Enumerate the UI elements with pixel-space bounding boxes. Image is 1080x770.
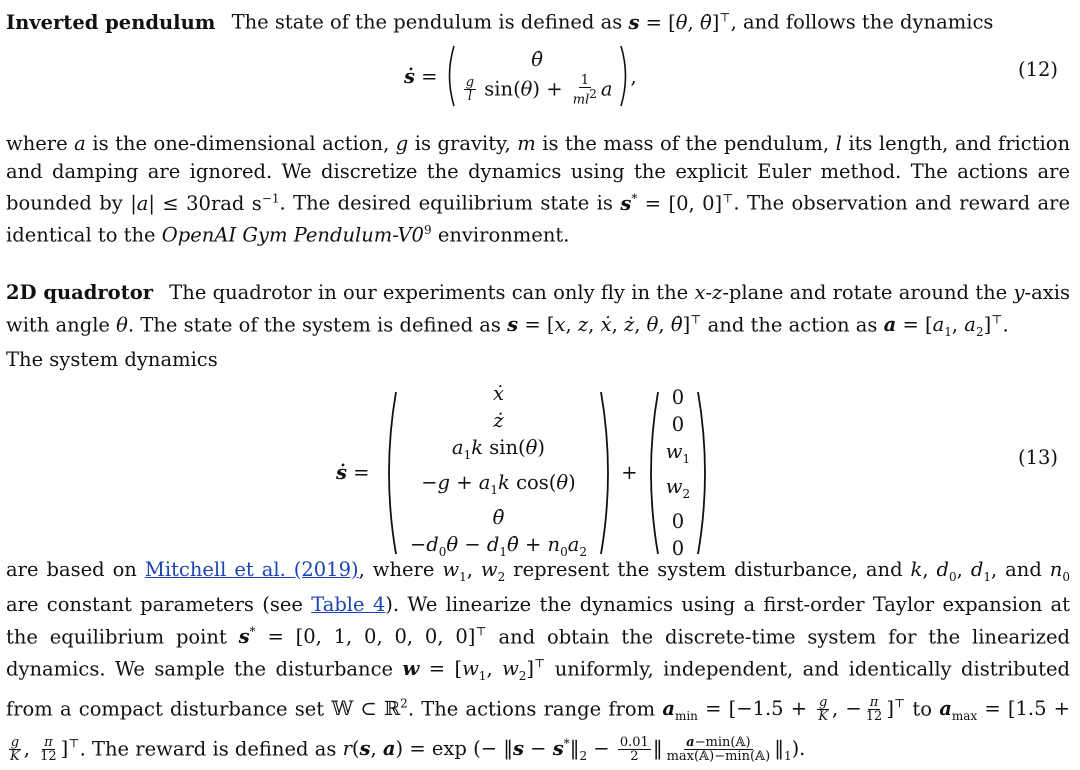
text-span: . [1002, 313, 1009, 336]
equation-12 [6, 40, 1070, 118]
pendulum-intro-text: The state of the pendulum is defined as [231, 10, 623, 34]
text-span: . The desired equilibrium state is [279, 191, 613, 215]
text-span: where [6, 132, 68, 155]
right-paren [619, 44, 631, 108]
pendulum-intro [6, 4, 1070, 36]
text-span: The quadrotor in our experiments can only fly in the [169, 281, 689, 304]
quadrotor-heading: 2D quadrotor [6, 281, 153, 304]
pendulum-intro-tail: , and follows the dynamics [730, 10, 994, 34]
pendulum-paragraph: where a is the one-dimensional action, g is gravity, m is the mass of the pendulum, l its length, and friction and damping are ignored. We discretize the dynamics using the explicit Euler method. The actions are bounded by |a| ≤ 30rad $s^{-1}$. The desired equilibrium state is s* = [0, 0]⊤. The observation and reward are identical to the OpenAI Gym Pendulum-$V0^9$ environment. [6, 132, 1071, 247]
text-span: are constant parameters (see [6, 593, 303, 617]
page [0, 4, 1080, 765]
text-span: are based on [6, 557, 137, 581]
equation-13 [6, 376, 1070, 560]
text-span: is the one-dimensional action, [92, 132, 390, 155]
left-paren [644, 390, 660, 556]
left-paren [382, 390, 398, 556]
citation-link[interactable]: Mitchell et al. (2019) [144, 557, 359, 581]
text-span: , where [358, 557, 435, 581]
text-span: -axis with angle [6, 281, 1070, 336]
table-link[interactable]: Table 4 [311, 593, 386, 617]
right-paren [599, 390, 615, 556]
text-span: its length, and friction and damping are ignored. We discretize the dynamics using the explicit Euler method. The actions are bounded by [6, 132, 1071, 215]
text-span: is gravity, [414, 132, 511, 155]
left-paren [444, 44, 456, 108]
equation-13-number: (13) [1017, 445, 1058, 469]
text-span: is the mass of the pendulum, [542, 132, 830, 155]
text-span: to [912, 697, 932, 721]
text-span: The system dynamics [6, 348, 218, 372]
equation-12-number: (12) [1017, 58, 1058, 81]
equation-12-body: ṡ = θ̇ $\frac{g}{l}$ sin(θ) + $\frac{1}{ml^2}$ a , [404, 44, 637, 108]
quadrotor-intro: 2D quadrotor The quadrotor in our experiments can only fly in the x-z-plane and rotate around the y-axis with angle θ. The state of the system is defined as s = [x, z, ẋ, ż, θ, θ̇]⊤ and the action as $a = [a_1$, $a_2]^⊤$. The system dynamics [6, 281, 1070, 372]
equation-13-body: ṡ = ẋ ż $a_1k$ sin(θ) $-g + a_1k$ cos(θ) θ̇ $-d_0\theta$ − $d_1\thetȧ + n_0a_2$ + 0 0 $w_1$ $w_2$ 0 0 [336, 380, 712, 566]
text-span: and the action as [707, 313, 878, 336]
text-span: uniformly, independent, and identically distributed from a compact disturbance set [6, 657, 1071, 721]
footnote-mark[interactable]: 9 [423, 223, 432, 237]
text-span: . The reward is defined as [79, 737, 337, 761]
text-span: -plane and rotate around the [722, 281, 1008, 304]
env-name: OpenAI Gym Pendulum-V0 [161, 223, 424, 247]
text-span: . The state of the system is defined as [127, 313, 501, 336]
text-span: . The actions range from [407, 697, 656, 721]
text-span: ). We linearize the dynamics using a first-order Taylor expansion at the equilibrium point [6, 593, 1071, 649]
state-def-math: s = [θ, θ̇]⊤ [628, 10, 731, 34]
quadrotor-paragraph: are based on Mitchell et al. (2019), where $w_1$, $w_2$ represent the system disturbance, and k, $d_0$, $d_1$, and $n_0$ are constant parameters (see Table 4). We linearize the dynamics using a first-order Taylor expansion at the equilibrium point s* = [0, 1, 0, 0, 0, 0]⊤ and obtain the discrete-time system for the linearized dynamics. We sample the disturbance $w = [w_1$, $w_2]^⊤$ uniformly, independent, and identically distributed from a compact disturbance set 𝕎 ⊂ ℝ$^2$. The actions range from $a_{min} = [-1.5$ + $\frac{g}{K}$ , − $\frac{\pi}{12}$ ]⊤ to $a_{max} = [1.5$ + $\frac{g}{K}$ , $\frac{\pi}{12}$ ]⊤. The reward is defined as r(s, a) = exp (− ‖s − $s^*‖_2$ − $\frac{0.01}{2}$ ‖ $\frac{\text{a−min(𝔸)}}{\text{max(𝔸)−min(𝔸)}}$ $‖_1$). [6, 557, 1071, 765]
right-paren [696, 390, 712, 556]
text-span: environment. [437, 223, 570, 247]
text-span: and obtain the discrete-time system for the linearized dynamics. We sample the disturbance [6, 625, 1071, 681]
text-span: represent the system disturbance, and [513, 557, 903, 581]
pendulum-heading: Inverted pendulum [6, 10, 216, 34]
text-span: . The observation and reward are identical to the [6, 191, 1071, 247]
